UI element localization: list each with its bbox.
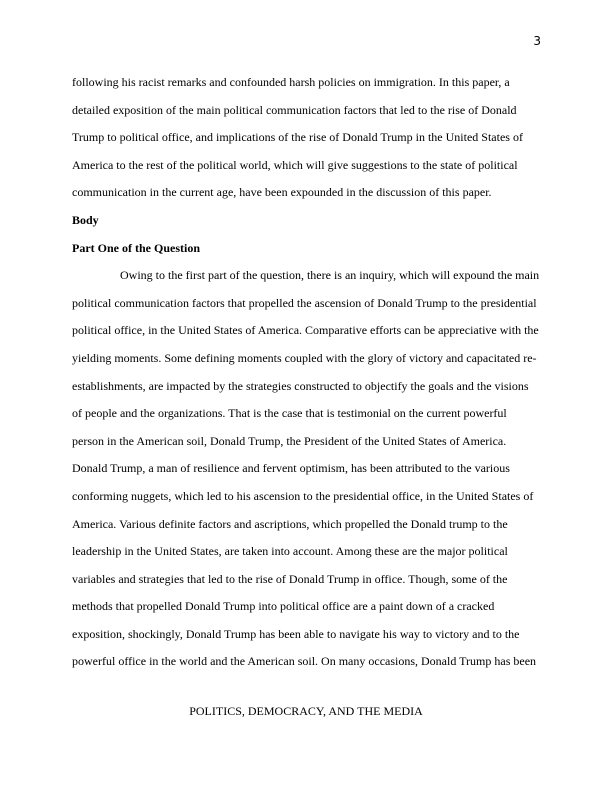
part-one-paragraph bbox=[72, 262, 542, 676]
section-heading-part-one: Part One of the Question bbox=[72, 240, 200, 255]
page-number: 3 bbox=[533, 34, 541, 48]
text-line: political communication factors that propelled the ascension of Donald Trump to the presidential bbox=[72, 295, 537, 310]
text-line: methods that propelled Donald Trump into political office are a paint down of a cracked bbox=[72, 599, 495, 614]
text-line: leadership in the United States, are taken into account. Among these are the major political bbox=[72, 544, 508, 559]
text-line: Owing to the first part of the question, there is an inquiry, which will expound the main bbox=[120, 268, 540, 283]
intro-paragraph bbox=[72, 69, 542, 207]
text-line: Trump to political office, and implications of the rise of Donald Trump in the United States of bbox=[72, 130, 523, 145]
text-line: person in the American soil, Donald Trump, the President of the United States of America. bbox=[72, 433, 507, 448]
text-line: Donald Trump, a man of resilience and fervent optimism, has been attributed to the various bbox=[72, 461, 510, 476]
text-line: of people and the organizations. That is the case that is testimonial on the current powerful bbox=[72, 406, 507, 421]
text-line: exposition, shockingly, Donald Trump has been able to navigate his way to victory and to the bbox=[72, 626, 520, 641]
text-line: political office, in the United States of America. Comparative efforts can be appreciative with the bbox=[72, 323, 539, 338]
text-line: communication in the current age, have been expounded in the discussion of this paper. bbox=[72, 185, 492, 200]
text-line: variables and strategies that led to the rise of Donald Trump in office. Though, some of the bbox=[72, 571, 508, 586]
text-line: establishments, are impacted by the strategies constructed to objectify the goals and the visions bbox=[72, 378, 529, 393]
section-heading-body: Body bbox=[72, 212, 99, 227]
text-line: conforming nuggets, which led to his ascension to the presidential office, in the United States of bbox=[72, 488, 534, 503]
text-line: detailed exposition of the main political communication factors that led to the rise of Donald bbox=[72, 102, 517, 117]
text-line: yielding moments. Some defining moments coupled with the glory of victory and capacitated re- bbox=[72, 350, 537, 365]
text-line: following his racist remarks and confounded harsh policies on immigration. In this paper, a bbox=[72, 75, 510, 89]
text-line: powerful office in the world and the American soil. On many occasions, Donald Trump has been bbox=[72, 654, 537, 669]
running-head: POLITICS, DEMOCRACY, AND THE MEDIA bbox=[189, 704, 423, 718]
text-line: America. Various definite factors and ascriptions, which propelled the Donald trump to the bbox=[72, 516, 508, 531]
body-text bbox=[72, 69, 542, 676]
text-line: America to the rest of the political world, which will give suggestions to the state of political bbox=[72, 157, 518, 172]
